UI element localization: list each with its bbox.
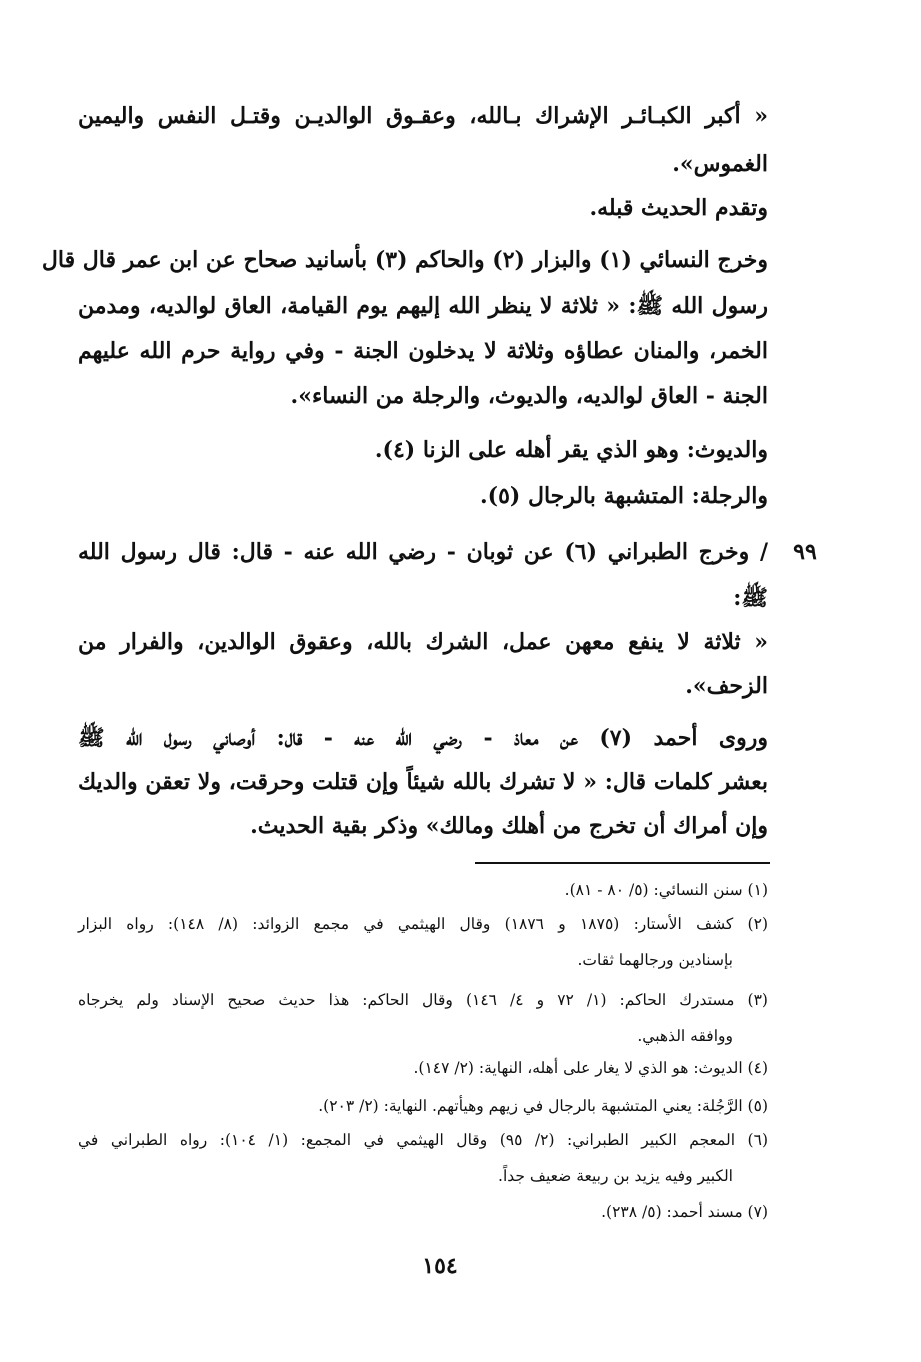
body-line: وخرج النسائي (١) والبزار (٢) والحاكم (٣) بأسانيد صحاح عن ابن عمر قال قال [41,247,768,273]
footnote-6-cont: الكبير وفيه يزيد بن ربيعة ضعيف جداً. [498,1167,733,1185]
body-line: الغموس». [672,151,768,177]
footnote-separator [475,862,770,864]
body-line: « أكبر الكبـائـر الإشراك بـالله، وعقـوق الوالديـن وقتـل النفس واليمين [78,103,768,129]
footnote-1: (١) سنن النسائي: (٥/ ٨٠ - ٨١). [564,881,768,899]
body-line: وروى أحمد (٧) عن معاذ - رضي الله عنه - قال: أوصاني رسول الله ﷺ [78,725,768,751]
body-line: الجنة - العاق لوالديه، والديوث، والرجلة من النساء». [290,383,768,409]
margin-page-marker: ٩٩ [793,539,817,565]
body-line: الخمر، والمنان عطاؤه وثلاثة لا يدخلون الجنة - وفي رواية حرم الله عليهم [78,338,768,364]
footnote-7: (٧) مسند أحمد: (٥/ ٢٣٨). [601,1203,768,1221]
footnote-2: (٢) كشف الأستار: (١٨٧٥ و ١٨٧٦) وقال الهيثمي في مجمع الزوائد: (٨/ ١٤٨): رواه البزار [78,915,768,933]
body-line: وتقدم الحديث قبله. [589,195,768,221]
page-number: ١٥٤ [422,1253,458,1279]
body-line: ﷺ: [733,585,768,611]
body-line: والديوث: وهو الذي يقر أهله على الزنا (٤). [374,437,768,463]
body-line: بعشر كلمات قال: « لا تشرك بالله شيئاً وإن قتلت وحرقت، ولا تعقن والديك [78,769,768,795]
body-line: الزحف». [685,673,768,699]
body-line: « ثلاثة لا ينفع معهن عمل، الشرك بالله، وعقوق الوالدين، والفرار من [78,629,768,655]
body-line: رسول الله ﷺ: « ثلاثة لا ينظر الله إليهم يوم القيامة، العاق لوالديه، ومدمن [78,293,768,319]
footnote-3-cont: ووافقه الذهبي. [637,1027,733,1045]
footnote-6: (٦) المعجم الكبير الطبراني: (٢/ ٩٥) وقال الهيثمي في المجمع: (١/ ١٠٤): رواه الطبراني في [78,1131,768,1149]
footnote-3: (٣) مستدرك الحاكم: (١/ ٧٢ و ٤/ ١٤٦) وقال الحاكم: هذا حديث صحيح الإسناد ولم يخرجاه [78,991,768,1009]
footnote-2-cont: بإسنادين ورجالهما ثقات. [577,951,733,969]
body-line: وإن أمراك أن تخرج من أهلك ومالك» وذكر بقية الحديث. [250,813,768,839]
body-line: والرجلة: المتشبهة بالرجال (٥). [480,483,768,509]
footnote-4: (٤) الديوث: هو الذي لا يغار على أهله، النهاية: (٢/ ١٤٧). [413,1059,768,1077]
footnote-5: (٥) الرَّجُلة: يعني المتشبهة بالرجال في زيهم وهيأتهم. النهاية: (٢/ ٢٠٣). [318,1097,768,1115]
body-line: / وخرج الطبراني (٦) عن ثوبان - رضي الله عنه - قال: قال رسول الله [78,539,768,565]
